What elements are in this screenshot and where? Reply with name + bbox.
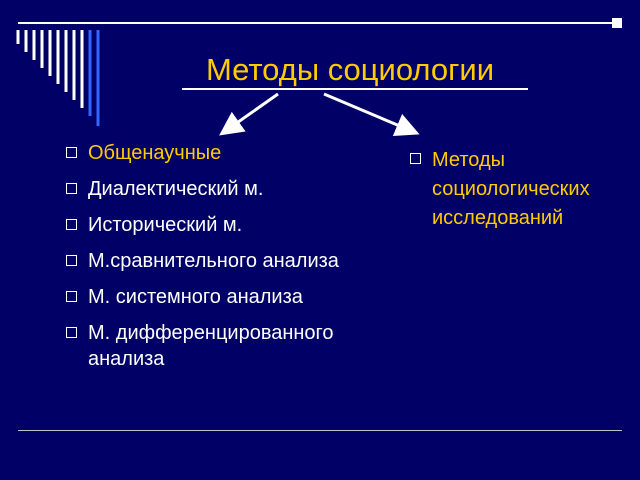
square-bullet-icon: [66, 219, 77, 230]
square-bullet-icon: [66, 183, 77, 194]
list-item: М.сравнительного анализа: [64, 248, 414, 274]
list-item: М. системного анализа: [64, 284, 414, 310]
list-item: Общенаучные: [64, 140, 414, 166]
square-bullet-icon: [66, 255, 77, 266]
arrow-left-icon: [224, 94, 278, 132]
list-item: Исторический м.: [64, 212, 414, 238]
right-method-list: [408, 146, 640, 243]
square-bullet-icon: [66, 147, 77, 158]
left-method-list: [64, 140, 414, 382]
footer-divider: [18, 430, 622, 431]
list-item: Диалектический м.: [64, 176, 414, 202]
slide-title: Методы социологии: [205, 52, 495, 87]
square-bullet-icon: [410, 153, 421, 164]
list-item: Методы социологических исследований: [408, 146, 640, 233]
list-item: М. дифференцированного анализа: [64, 320, 414, 372]
arrow-right-icon: [324, 94, 414, 132]
square-bullet-icon: [66, 291, 77, 302]
square-bullet-icon: [66, 327, 77, 338]
